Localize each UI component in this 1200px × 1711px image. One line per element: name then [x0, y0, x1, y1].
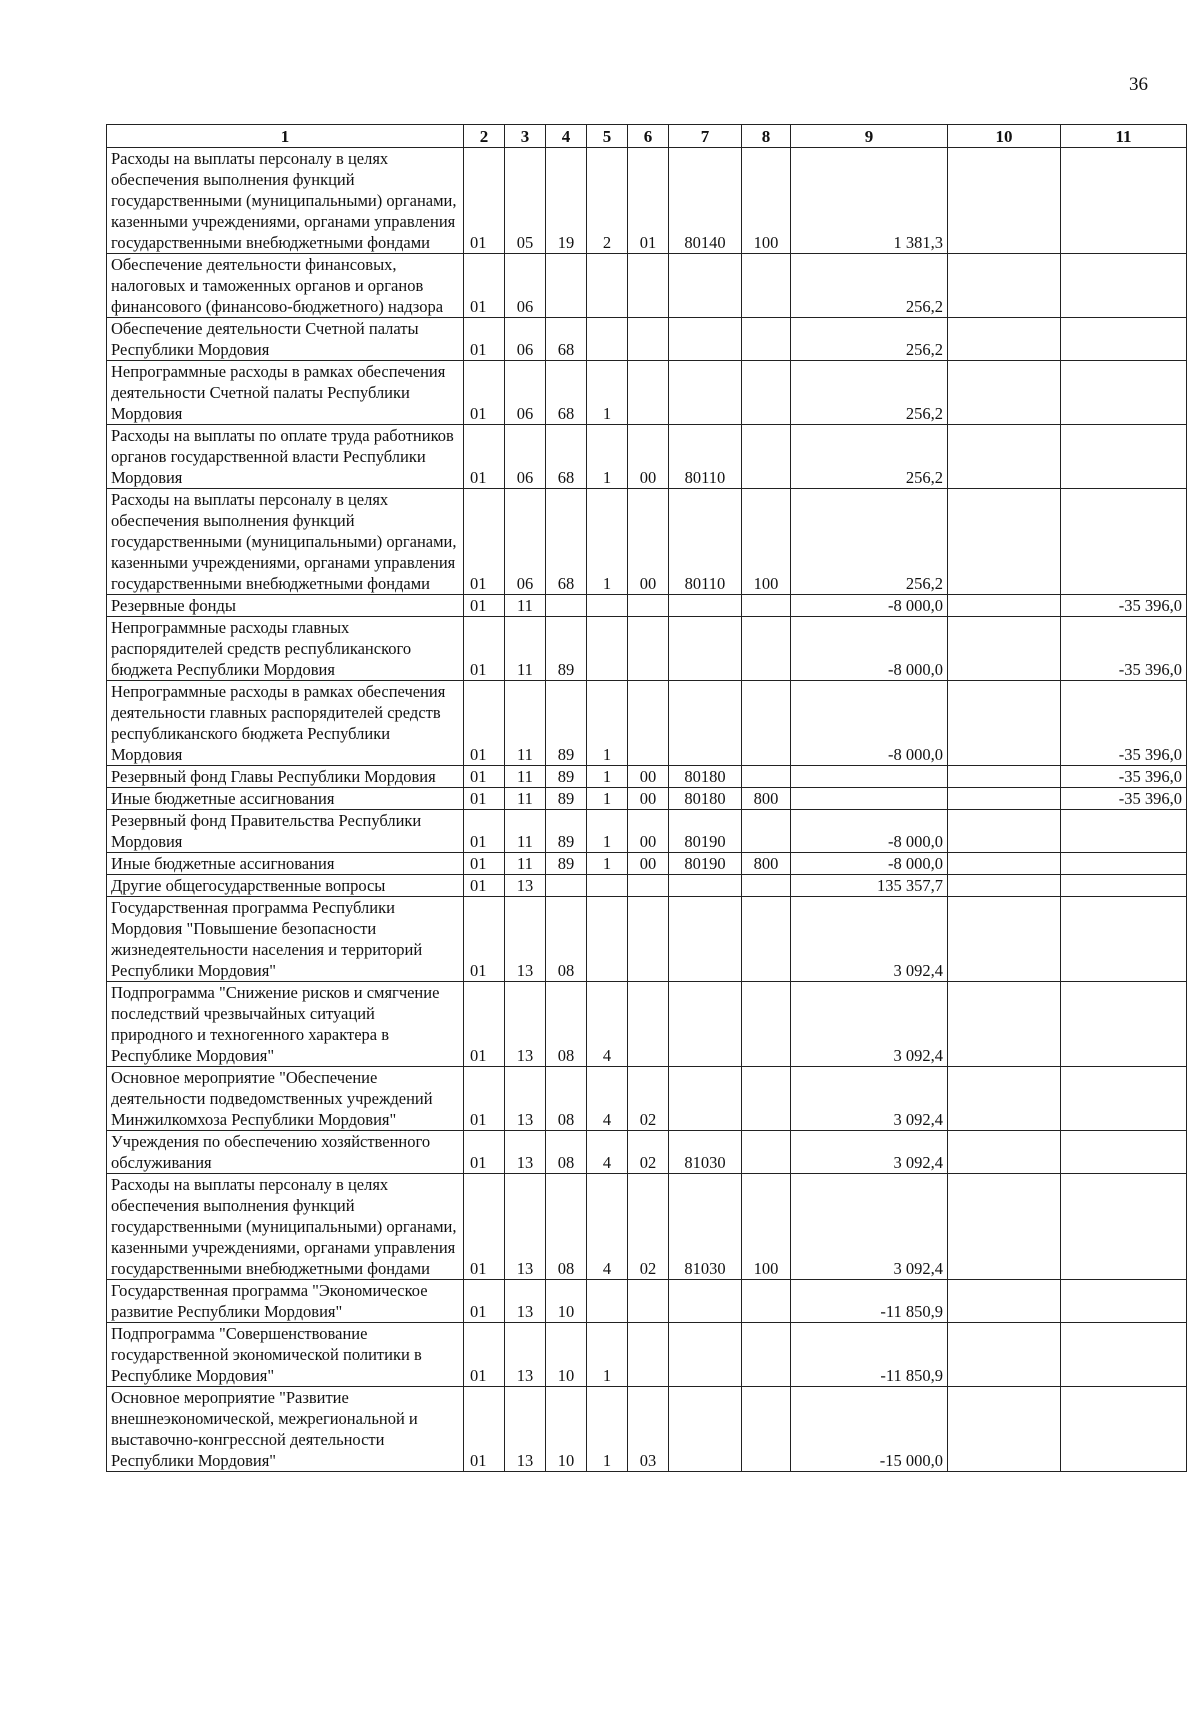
- code-subprogram: [587, 897, 628, 982]
- code-expense-type: [742, 681, 791, 766]
- amount-col-11: -35 396,0: [1061, 617, 1187, 681]
- amount-col-10: [948, 361, 1061, 425]
- code-section: 01: [464, 617, 505, 681]
- code-event: [628, 1323, 669, 1387]
- amount-col-11: -35 396,0: [1061, 766, 1187, 788]
- code-expense-type: [742, 1387, 791, 1472]
- row-name: Иные бюджетные ассигнования: [107, 853, 464, 875]
- row-name: Расходы на выплаты персоналу в целях обеспечения выполнения функций государственными (муниципальными) органами, казенными учреждениями, органами управления государственными внебюджетными фондами: [107, 148, 464, 254]
- row-name: Резервный фонд Главы Республики Мордовия: [107, 766, 464, 788]
- table-row: [107, 361, 1187, 425]
- code-expense-type: [742, 617, 791, 681]
- code-expense-type: [742, 318, 791, 361]
- amount-col-9: 256,2: [791, 489, 948, 595]
- code-subprogram: 1: [587, 425, 628, 489]
- code-section: 01: [464, 766, 505, 788]
- code-expense-type: 100: [742, 489, 791, 595]
- code-subsection: 05: [505, 148, 546, 254]
- code-expense-type: [742, 810, 791, 853]
- code-program: 08: [546, 1174, 587, 1280]
- code-expense-type: [742, 875, 791, 897]
- code-section: 01: [464, 1067, 505, 1131]
- code-program: 89: [546, 617, 587, 681]
- code-section: 01: [464, 810, 505, 853]
- table-row: [107, 617, 1187, 681]
- code-program: 10: [546, 1387, 587, 1472]
- code-section: 01: [464, 1387, 505, 1472]
- row-name: Расходы на выплаты по оплате труда работников органов государственной власти Республики Мордовия: [107, 425, 464, 489]
- code-section: 01: [464, 853, 505, 875]
- amount-col-9: 256,2: [791, 318, 948, 361]
- code-event: 03: [628, 1387, 669, 1472]
- code-program: 08: [546, 1131, 587, 1174]
- code-subsection: 06: [505, 318, 546, 361]
- table-row: [107, 489, 1187, 595]
- code-subsection: 11: [505, 595, 546, 617]
- code-section: 01: [464, 595, 505, 617]
- row-name: Обеспечение деятельности финансовых, налоговых и таможенных органов и органов финансового (финансово-бюджетного) надзора: [107, 254, 464, 318]
- code-subsection: 11: [505, 788, 546, 810]
- amount-col-11: [1061, 1280, 1187, 1323]
- row-name: Государственная программа Республики Мордовия "Повышение безопасности жизнедеятельности населения и территорий Республики Мордовия": [107, 897, 464, 982]
- code-direction: 80190: [669, 853, 742, 875]
- amount-col-11: [1061, 1174, 1187, 1280]
- row-name: Основное мероприятие "Развитие внешнеэкономической, межрегиональной и выставочно-конгрессной деятельности Республики Мордовия": [107, 1387, 464, 1472]
- amount-col-11: [1061, 982, 1187, 1067]
- row-name: Обеспечение деятельности Счетной палаты Республики Мордовия: [107, 318, 464, 361]
- code-direction: 81030: [669, 1131, 742, 1174]
- amount-col-10: [948, 617, 1061, 681]
- code-subprogram: 1: [587, 788, 628, 810]
- code-direction: [669, 1323, 742, 1387]
- amount-col-10: [948, 254, 1061, 318]
- row-name: Другие общегосударственные вопросы: [107, 875, 464, 897]
- code-expense-type: [742, 361, 791, 425]
- row-name: Учреждения по обеспечению хозяйственного обслуживания: [107, 1131, 464, 1174]
- code-event: [628, 361, 669, 425]
- code-subprogram: [587, 617, 628, 681]
- amount-col-11: [1061, 1323, 1187, 1387]
- code-subsection: 06: [505, 489, 546, 595]
- code-section: 01: [464, 897, 505, 982]
- amount-col-11: [1061, 853, 1187, 875]
- table-body: [107, 148, 1187, 1472]
- row-name: Резервный фонд Правительства Республики Мордовия: [107, 810, 464, 853]
- code-direction: [669, 982, 742, 1067]
- code-direction: 80190: [669, 810, 742, 853]
- row-name: Непрограммные расходы в рамках обеспечения деятельности главных распорядителей средств республиканского бюджета Республики Мордовия: [107, 681, 464, 766]
- header-cell: 2: [464, 125, 505, 148]
- header-cell: 11: [1061, 125, 1187, 148]
- code-subsection: 11: [505, 853, 546, 875]
- header-cell: 5: [587, 125, 628, 148]
- code-expense-type: [742, 1323, 791, 1387]
- code-event: 00: [628, 766, 669, 788]
- amount-col-9: 3 092,4: [791, 1131, 948, 1174]
- code-section: 01: [464, 425, 505, 489]
- amount-col-10: [948, 1067, 1061, 1131]
- amount-col-10: [948, 1174, 1061, 1280]
- code-subprogram: 2: [587, 148, 628, 254]
- code-subsection: 13: [505, 1174, 546, 1280]
- amount-col-9: 1 381,3: [791, 148, 948, 254]
- code-event: [628, 318, 669, 361]
- amount-col-9: -11 850,9: [791, 1323, 948, 1387]
- amount-col-9: 3 092,4: [791, 982, 948, 1067]
- amount-col-9: 256,2: [791, 361, 948, 425]
- code-subsection: 13: [505, 897, 546, 982]
- code-direction: 81030: [669, 1174, 742, 1280]
- amount-col-11: [1061, 361, 1187, 425]
- code-direction: 80110: [669, 425, 742, 489]
- amount-col-9: -8 000,0: [791, 595, 948, 617]
- code-section: 01: [464, 681, 505, 766]
- code-event: 00: [628, 810, 669, 853]
- code-direction: [669, 1067, 742, 1131]
- amount-col-11: [1061, 897, 1187, 982]
- code-expense-type: [742, 1280, 791, 1323]
- code-expense-type: [742, 1131, 791, 1174]
- amount-col-11: [1061, 254, 1187, 318]
- amount-col-11: [1061, 489, 1187, 595]
- row-name: Основное мероприятие "Обеспечение деятельности подведомственных учреждений Минжилкомхоза Республики Мордовия": [107, 1067, 464, 1131]
- code-event: 02: [628, 1131, 669, 1174]
- code-expense-type: [742, 425, 791, 489]
- table-row: [107, 1131, 1187, 1174]
- code-section: 01: [464, 982, 505, 1067]
- table-row: [107, 897, 1187, 982]
- header-cell: 8: [742, 125, 791, 148]
- amount-col-10: [948, 595, 1061, 617]
- amount-col-9: -15 000,0: [791, 1387, 948, 1472]
- amount-col-11: [1061, 148, 1187, 254]
- code-subprogram: [587, 1280, 628, 1323]
- amount-col-9: 256,2: [791, 254, 948, 318]
- amount-col-9: -8 000,0: [791, 853, 948, 875]
- amount-col-10: [948, 148, 1061, 254]
- amount-col-10: [948, 810, 1061, 853]
- code-event: 00: [628, 788, 669, 810]
- code-program: 68: [546, 425, 587, 489]
- amount-col-9: 3 092,4: [791, 897, 948, 982]
- amount-col-11: -35 396,0: [1061, 681, 1187, 766]
- header-cell: 9: [791, 125, 948, 148]
- row-name: Иные бюджетные ассигнования: [107, 788, 464, 810]
- amount-col-10: [948, 788, 1061, 810]
- code-program: 89: [546, 853, 587, 875]
- row-name: Непрограммные расходы в рамках обеспечения деятельности Счетной палаты Республики Мордовия: [107, 361, 464, 425]
- amount-col-11: [1061, 875, 1187, 897]
- code-direction: [669, 681, 742, 766]
- code-event: 01: [628, 148, 669, 254]
- code-expense-type: 100: [742, 1174, 791, 1280]
- code-event: [628, 897, 669, 982]
- code-subprogram: [587, 875, 628, 897]
- amount-col-11: -35 396,0: [1061, 595, 1187, 617]
- code-program: 89: [546, 810, 587, 853]
- code-subprogram: 1: [587, 1387, 628, 1472]
- code-direction: [669, 875, 742, 897]
- table-row: [107, 1280, 1187, 1323]
- header-cell: 7: [669, 125, 742, 148]
- code-subsection: 13: [505, 1323, 546, 1387]
- code-direction: 80180: [669, 766, 742, 788]
- code-event: 00: [628, 853, 669, 875]
- amount-col-11: [1061, 1131, 1187, 1174]
- code-subprogram: [587, 595, 628, 617]
- code-event: [628, 1280, 669, 1323]
- amount-col-10: [948, 897, 1061, 982]
- table-row: [107, 1323, 1187, 1387]
- code-expense-type: 100: [742, 148, 791, 254]
- code-direction: [669, 1280, 742, 1323]
- amount-col-10: [948, 1280, 1061, 1323]
- code-subprogram: 1: [587, 361, 628, 425]
- code-direction: [669, 897, 742, 982]
- code-subsection: 13: [505, 982, 546, 1067]
- amount-col-9: 256,2: [791, 425, 948, 489]
- header-cell: 10: [948, 125, 1061, 148]
- page-number: 36: [1129, 74, 1148, 95]
- code-direction: [669, 361, 742, 425]
- code-subprogram: 4: [587, 1174, 628, 1280]
- code-subprogram: 4: [587, 1067, 628, 1131]
- code-program: 08: [546, 1067, 587, 1131]
- code-section: 01: [464, 875, 505, 897]
- code-program: [546, 595, 587, 617]
- code-subsection: 13: [505, 1280, 546, 1323]
- amount-col-10: [948, 489, 1061, 595]
- code-event: [628, 681, 669, 766]
- amount-col-9: [791, 766, 948, 788]
- amount-col-10: [948, 766, 1061, 788]
- code-event: [628, 982, 669, 1067]
- table-row: [107, 595, 1187, 617]
- table-row: [107, 148, 1187, 254]
- table-row: [107, 875, 1187, 897]
- code-program: 10: [546, 1323, 587, 1387]
- amount-col-9: [791, 788, 948, 810]
- code-subprogram: 4: [587, 982, 628, 1067]
- code-subsection: 13: [505, 1387, 546, 1472]
- code-direction: [669, 318, 742, 361]
- code-subsection: 06: [505, 254, 546, 318]
- code-program: 68: [546, 489, 587, 595]
- code-section: 01: [464, 489, 505, 595]
- code-program: 08: [546, 982, 587, 1067]
- code-direction: 80110: [669, 489, 742, 595]
- code-program: 10: [546, 1280, 587, 1323]
- code-direction: [669, 595, 742, 617]
- row-name: Подпрограмма "Снижение рисков и смягчение последствий чрезвычайных ситуаций природного и техногенного характера в Республике Мордовия": [107, 982, 464, 1067]
- code-program: 08: [546, 897, 587, 982]
- code-section: 01: [464, 1280, 505, 1323]
- row-name: Расходы на выплаты персоналу в целях обеспечения выполнения функций государственными (муниципальными) органами, казенными учреждениями, органами управления государственными внебюджетными фондами: [107, 1174, 464, 1280]
- code-program: 68: [546, 361, 587, 425]
- table-row: [107, 853, 1187, 875]
- code-subsection: 06: [505, 425, 546, 489]
- code-expense-type: 800: [742, 853, 791, 875]
- code-subsection: 11: [505, 766, 546, 788]
- code-section: 01: [464, 361, 505, 425]
- amount-col-10: [948, 853, 1061, 875]
- amount-col-11: [1061, 425, 1187, 489]
- code-section: 01: [464, 788, 505, 810]
- code-subprogram: [587, 318, 628, 361]
- code-expense-type: [742, 595, 791, 617]
- code-event: [628, 254, 669, 318]
- code-event: 02: [628, 1174, 669, 1280]
- code-subsection: 11: [505, 681, 546, 766]
- code-expense-type: [742, 766, 791, 788]
- code-subprogram: 1: [587, 853, 628, 875]
- budget-table: [106, 124, 1187, 1472]
- amount-col-10: [948, 318, 1061, 361]
- code-section: 01: [464, 148, 505, 254]
- amount-col-10: [948, 425, 1061, 489]
- amount-col-10: [948, 681, 1061, 766]
- code-event: 00: [628, 425, 669, 489]
- code-subsection: 06: [505, 361, 546, 425]
- code-event: [628, 595, 669, 617]
- table-row: [107, 318, 1187, 361]
- table-row: [107, 1387, 1187, 1472]
- code-direction: 80180: [669, 788, 742, 810]
- code-section: 01: [464, 318, 505, 361]
- table-row: [107, 681, 1187, 766]
- code-direction: [669, 254, 742, 318]
- code-section: 01: [464, 254, 505, 318]
- header-cell: 6: [628, 125, 669, 148]
- code-subprogram: 4: [587, 1131, 628, 1174]
- table-row: [107, 766, 1187, 788]
- code-subprogram: 1: [587, 1323, 628, 1387]
- table-row: [107, 254, 1187, 318]
- code-direction: [669, 1387, 742, 1472]
- row-name: Государственная программа "Экономическое развитие Республики Мордовия": [107, 1280, 464, 1323]
- code-subsection: 13: [505, 1131, 546, 1174]
- table-row: [107, 788, 1187, 810]
- table-row: [107, 982, 1187, 1067]
- row-name: Непрограммные расходы главных распорядителей средств республиканского бюджета Республики Мордовия: [107, 617, 464, 681]
- code-expense-type: [742, 982, 791, 1067]
- amount-col-10: [948, 982, 1061, 1067]
- code-subprogram: 1: [587, 681, 628, 766]
- amount-col-11: [1061, 810, 1187, 853]
- code-direction: 80140: [669, 148, 742, 254]
- header-cell: 1: [107, 125, 464, 148]
- code-program: 89: [546, 766, 587, 788]
- code-subsection: 13: [505, 875, 546, 897]
- code-section: 01: [464, 1323, 505, 1387]
- code-subprogram: 1: [587, 810, 628, 853]
- amount-col-10: [948, 875, 1061, 897]
- code-subsection: 13: [505, 1067, 546, 1131]
- amount-col-9: -8 000,0: [791, 681, 948, 766]
- code-subsection: 11: [505, 810, 546, 853]
- amount-col-11: [1061, 318, 1187, 361]
- amount-col-9: -8 000,0: [791, 617, 948, 681]
- amount-col-9: -8 000,0: [791, 810, 948, 853]
- code-event: [628, 875, 669, 897]
- table-row: [107, 1067, 1187, 1131]
- code-expense-type: 800: [742, 788, 791, 810]
- header-cell: 3: [505, 125, 546, 148]
- amount-col-9: -11 850,9: [791, 1280, 948, 1323]
- code-event: 00: [628, 489, 669, 595]
- code-expense-type: [742, 897, 791, 982]
- code-subprogram: 1: [587, 766, 628, 788]
- code-event: 02: [628, 1067, 669, 1131]
- amount-col-10: [948, 1323, 1061, 1387]
- amount-col-11: [1061, 1067, 1187, 1131]
- code-program: 89: [546, 681, 587, 766]
- amount-col-10: [948, 1131, 1061, 1174]
- code-expense-type: [742, 1067, 791, 1131]
- code-program: [546, 254, 587, 318]
- amount-col-9: 3 092,4: [791, 1174, 948, 1280]
- row-name: Подпрограмма "Совершенствование государственной экономической политики в Республике Мордовия": [107, 1323, 464, 1387]
- header-cell: 4: [546, 125, 587, 148]
- amount-col-10: [948, 1387, 1061, 1472]
- row-name: Резервные фонды: [107, 595, 464, 617]
- code-event: [628, 617, 669, 681]
- code-program: 68: [546, 318, 587, 361]
- amount-col-11: [1061, 1387, 1187, 1472]
- code-program: 19: [546, 148, 587, 254]
- table-row: [107, 1174, 1187, 1280]
- amount-col-11: -35 396,0: [1061, 788, 1187, 810]
- code-expense-type: [742, 254, 791, 318]
- code-subprogram: [587, 254, 628, 318]
- code-program: [546, 875, 587, 897]
- row-name: Расходы на выплаты персоналу в целях обеспечения выполнения функций государственными (муниципальными) органами, казенными учреждениями, органами управления государственными внебюджетными фондами: [107, 489, 464, 595]
- amount-col-9: 135 357,7: [791, 875, 948, 897]
- code-program: 89: [546, 788, 587, 810]
- header-row: [107, 125, 1187, 148]
- code-section: 01: [464, 1174, 505, 1280]
- code-subprogram: 1: [587, 489, 628, 595]
- table-row: [107, 425, 1187, 489]
- code-subsection: 11: [505, 617, 546, 681]
- table-row: [107, 810, 1187, 853]
- code-direction: [669, 617, 742, 681]
- code-section: 01: [464, 1131, 505, 1174]
- amount-col-9: 3 092,4: [791, 1067, 948, 1131]
